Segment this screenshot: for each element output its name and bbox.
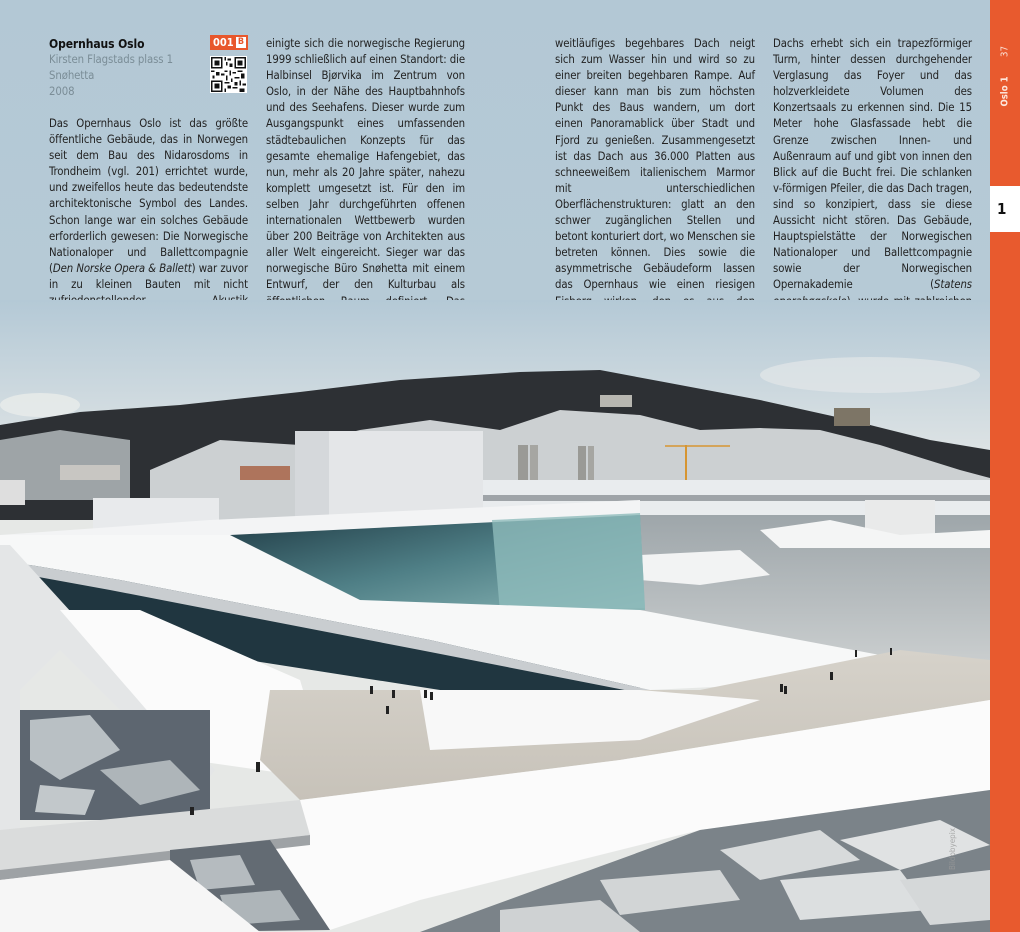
- entry-architect: Snøhetta: [49, 69, 95, 82]
- entry-badge: [210, 35, 248, 50]
- opera-house-photo: [0, 300, 990, 932]
- photo-credit: Bildobyepix: [948, 828, 957, 870]
- body-paragraph-1: Das Opernhaus Oslo ist das größte öffentliche Gebäude, das in Norwegen seit dem Bau des Nidarosdoms in Trondheim (vgl. 201) errichtet wurde, und zweifellos heute das bedeutendste architektonische Symbol des Landes. Schon lange war ein solches Gebäude erforderlich gewesen: Die Norwegische Nationaloper und Ballettcompagnie (Den Norske Opera & Ballett) war zuvor in zu kleinen Bauten mit nicht: [49, 117, 249, 291]
- entry-address: Kirsten Flagstads plass 1: [49, 53, 173, 66]
- text-column-2: [266, 36, 465, 342]
- page-number: 37: [999, 46, 1011, 57]
- body-paragraph-4: Dachs erhebt sich ein trapezförmiger Turm, hinter dessen durchgehender Verglasung das Foyer und das holzverkleidete Volumen des Konzertsaals zu erkennen sind. Die 15 Meter hohe Glasfassade hebt die Grenze zwischen Innen- und Außenraum auf und gibt von innen den Blick auf die Bucht frei. Die schlanken v-förmigen Pfeiler, die das Dach tragen, sind so konzipiert, dass sie diese Aussicht nicht stören. Das Gebäude, Hauptspielstätte der Norwegischen Nationaloper und Ballettcompagnie sowie der Norwegischen Opernakademie (Statens: [773, 37, 972, 292]
- qr-code[interactable]: [210, 56, 247, 93]
- section-tab[interactable]: 1: [990, 186, 1020, 232]
- body-paragraph-2: einigte sich die norwegische Regierung 1999 schließlich auf einen Standort: die Halbinsel Bjørvika im Zentrum von Oslo, in der Nähe des Hauptbahnhofs und des Seehafens. Dieser wurde zum Ausgangspunkt eines umfassenden städtebaulichen Konzepts für das gesamte ehemalige Hafengebiet, das nun, mehr als 20 Jahre später, nahezu komplett umgesetzt ist. Für den im selben Jahr durchgeführten offenen internationalen Wettbewerb wurden über 200 Beiträge von Architekten aus aller Welt eingereicht. Sieger war das norwegische Büro Snøhetta mit einem Entwurf, der den Kulturbau als: [266, 37, 465, 292]
- entry-number: 001: [213, 36, 234, 49]
- qr-code-icon: [211, 57, 246, 92]
- entry-category: B: [237, 37, 245, 47]
- body-paragraph-3: weitläufiges begehbares Dach neigt sich zum Wasser hin und wird so zu einer breiten begehbaren Rampe. Auf dieser kann man bis zum höchsten Punkt des Baus wandern, um dort einen Panoramablick über Stadt und Fjord zu genießen. Zusammengesetzt ist das Dach aus 36.000 Platten aus schneeweißem italienischem Marmor mit unterschiedlichen Oberflächenstrukturen: glatt an den schwer zugänglichen Stellen und betont konturiert dort, wo Menschen sie betreten können. Dies sowie die asymmetrische Gebäudeform lassen das Opernhaus wie einen riesigen: [555, 37, 756, 292]
- entry-year: 2008: [49, 85, 75, 98]
- section-label: Oslo 1: [999, 76, 1011, 107]
- entry-title: Opernhaus Oslo: [49, 37, 145, 51]
- section-sidebar: [990, 0, 1020, 932]
